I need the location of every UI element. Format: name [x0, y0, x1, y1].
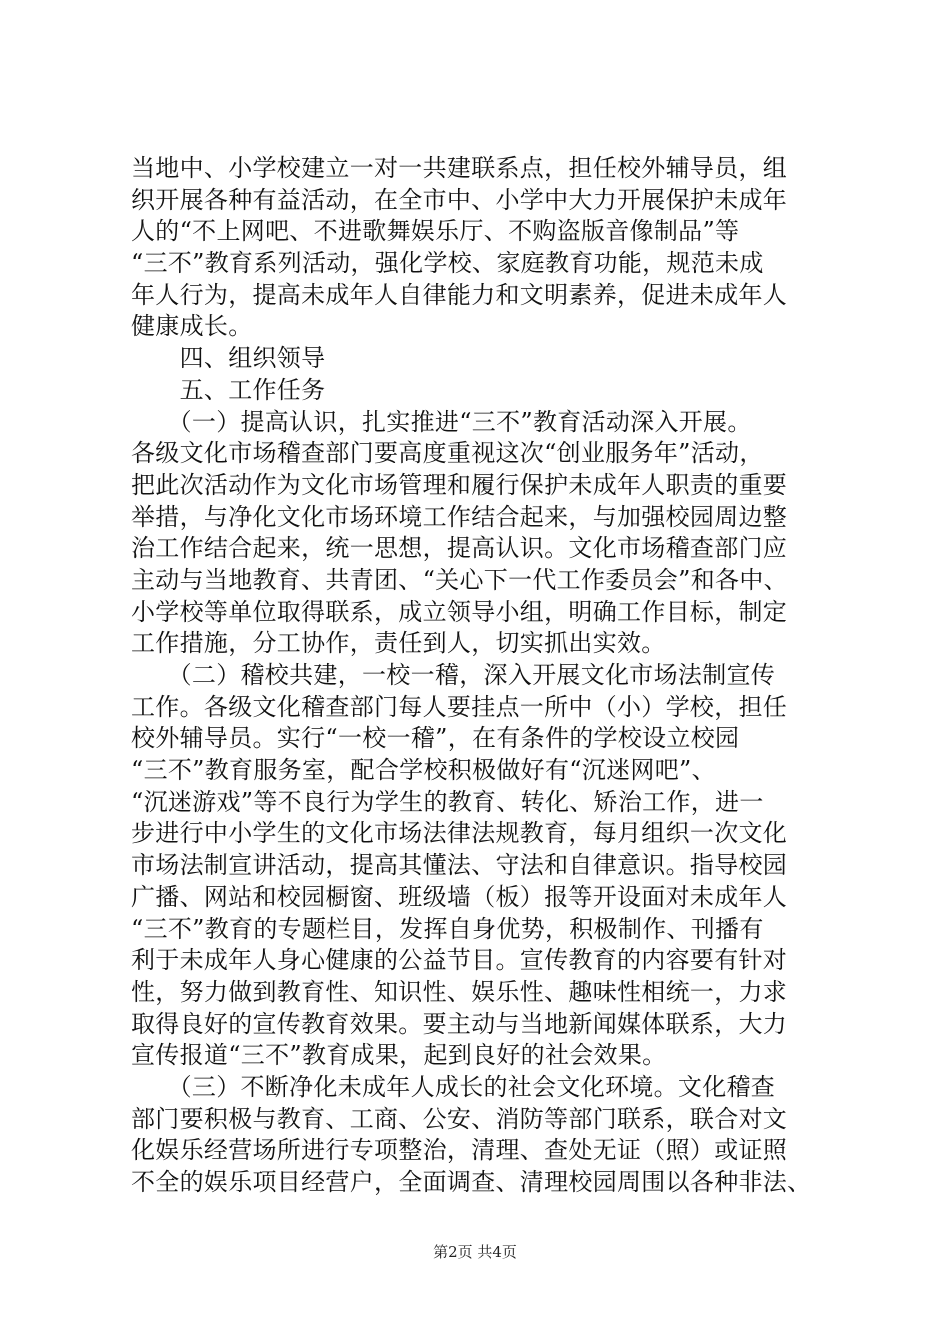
text-line: 步进行中小学生的文化市场法律法规教育，每月组织一次文化: [131, 819, 788, 848]
text-line: “三不”教育的专题栏目，发挥自身优势，积极制作、刊播有: [131, 914, 764, 943]
text-line: 年人行为，提高未成年人自律能力和文明素养，促进未成年人: [131, 280, 788, 309]
page-number: 第2页 共4页: [433, 1243, 517, 1261]
text-line: 市场法制宣讲活动，提高其懂法、守法和自律意识。指导校园: [131, 851, 788, 880]
text-line: 宣传报道“三不”教育成果，起到良好的社会效果。: [131, 1041, 667, 1070]
text-line: 取得良好的宣传教育效果。要主动与当地新闻媒体联系，大力: [131, 1009, 788, 1038]
text-line: 工作措施，分工协作，责任到人，切实抓出实效。: [131, 629, 666, 658]
text-line: （二）稽校共建，一校一稽，深入开展文化市场法制宣传: [131, 661, 776, 689]
document-body: [131, 153, 831, 1199]
text-line: 性，努力做到教育性、知识性、娱乐性、趣味性相统一，力求: [131, 977, 788, 1006]
text-line: 利于未成年人身心健康的公益节目。宣传教育的内容要有针对: [131, 946, 788, 975]
text-line: 治工作结合起来，统一思想，提高认识。文化市场稽查部门应: [131, 534, 788, 563]
text-line: 小学校等单位取得联系，成立领导小组，明确工作目标，制定: [131, 597, 788, 626]
text-line: 校外辅导员。实行“一校一稽”，在有条件的学校设立校园: [131, 724, 740, 753]
text-line: “三不”教育服务室，配合学校积极做好有“沉迷网吧”、: [131, 756, 716, 785]
text-line: “沉迷游戏”等不良行为学生的教育、转化、矫治工作，进一: [131, 787, 764, 816]
text-line: 织开展各种有益活动，在全市中、小学中大力开展保护未成年: [131, 185, 788, 214]
text-line: 举措，与净化文化市场环境工作结合起来，与加强校园周边整: [131, 502, 788, 531]
text-line: 部门要积极与教育、工商、公安、消防等部门联系，联合对文: [131, 1104, 788, 1133]
text-line: 健康成长。: [131, 312, 253, 341]
text-line: 主动与当地教育、共青团、“关心下一代工作委员会”和各中、: [131, 565, 788, 594]
text-line: 化娱乐经营场所进行专项整治，清理、查处无证（照）或证照: [131, 1136, 788, 1165]
text-line: 各级文化市场稽查部门要高度重视这次“创业服务年”活动，: [131, 439, 764, 468]
text-line: “三不”教育系列活动，强化学校、家庭教育功能，规范未成: [131, 249, 764, 278]
text-line: 把此次活动作为文化市场管理和履行保护未成年人职责的重要: [131, 470, 788, 499]
section-heading: 五、工作任务: [131, 375, 326, 404]
page-footer: [0, 1242, 950, 1262]
text-line: 不全的娱乐项目经营户，全面调查、清理校园周围以各种非法、: [131, 1168, 812, 1196]
text-line: 人的“不上网吧、不进歌舞娱乐厅、不购盗版音像制品”等: [131, 217, 740, 246]
text-line: （一）提高认识，扎实推进“三不”教育活动深入开展。: [131, 407, 752, 436]
text-line: 广播、网站和校园橱窗、班级墙（板）报等开设面对未成年人: [131, 882, 788, 911]
section-heading: 四、组织领导: [131, 344, 326, 373]
text-line: 当地中、小学校建立一对一共建联系点，担任校外辅导员，组: [131, 154, 788, 182]
text-line: （三）不断净化未成年人成长的社会文化环境。文化稽查: [131, 1072, 776, 1101]
text-line: 工作。各级文化稽查部门每人要挂点一所中（小）学校，担任: [131, 692, 788, 721]
